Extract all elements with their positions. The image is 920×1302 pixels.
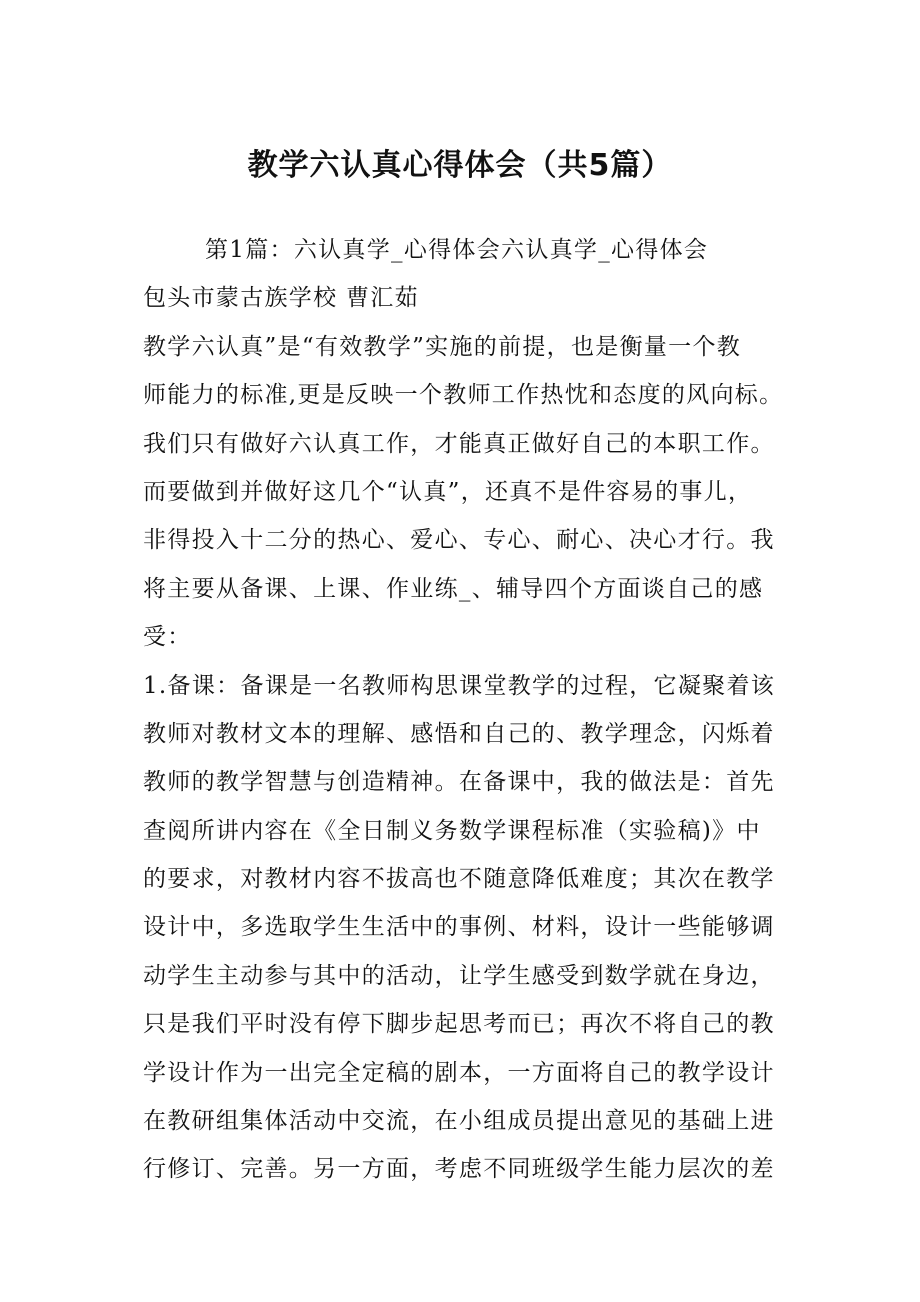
document-body bbox=[143, 226, 783, 1194]
paragraph-line: 将主要从备课、上课、作业练_、辅导四个方面谈自己的感 bbox=[143, 575, 764, 602]
paragraph-line: 我们只有做好六认真工作，才能真正做好自己的本职工作。 bbox=[143, 430, 775, 457]
paragraph-line: 在教研组集体活动中交流，在小组成员提出意见的基础上进 bbox=[143, 1108, 775, 1135]
paragraph-line: 设计中，多选取学生生活中的事例、材料，设计一些能够调 bbox=[143, 914, 775, 941]
paragraph-line: 教学六认真”是“有效教学”实施的前提，也是衡量一个教 bbox=[143, 333, 742, 360]
paragraph-line: 查阅所讲内容在《全日制义务数学课程标准（实验稿)》中 bbox=[143, 817, 761, 844]
author-line: 包头市蒙古族学校 曹汇茹 bbox=[143, 285, 419, 312]
paragraph-line: 学设计作为一出完全定稿的剧本，一方面将自己的教学设计 bbox=[143, 1059, 775, 1086]
paragraph-line: 师能力的标准,更是反映一个教师工作热忱和态度的风向标。 bbox=[143, 382, 784, 409]
paragraph-line: 动学生主动参与其中的活动，让学生感受到数学就在身边， bbox=[143, 962, 775, 989]
section-heading: 第1篇：六认真学_心得体会六认真学_心得体会 bbox=[205, 237, 709, 263]
paragraph-line: 的要求，对教材内容不拔高也不随意降低难度；其次在教学 bbox=[143, 866, 775, 893]
paragraph-line: 教师的教学智慧与创造精神。在备课中，我的做法是：首先 bbox=[143, 769, 775, 796]
paragraph-line: 行修订、完善。另一方面，考虑不同班级学生能力层次的差 bbox=[143, 1156, 775, 1183]
document-title: 教学六认真心得体会（共5篇） bbox=[247, 148, 673, 183]
paragraph-line: 1.备课：备课是一名教师构思课堂教学的过程，它凝聚着该 bbox=[143, 672, 776, 699]
paragraph-line: 受： bbox=[143, 624, 192, 651]
paragraph-line: 非得投入十二分的热心、爱心、专心、耐心、决心才行。我 bbox=[143, 527, 775, 554]
paragraph-line: 只是我们平时没有停下脚步起思考而已；再次不将自己的教 bbox=[143, 1011, 775, 1038]
paragraph-line: 教师对教材文本的理解、感悟和自己的、教学理念，闪烁着 bbox=[143, 720, 775, 747]
paragraph-line: 而要做到并做好这几个“认真”，还真不是件容易的事儿， bbox=[143, 478, 753, 505]
